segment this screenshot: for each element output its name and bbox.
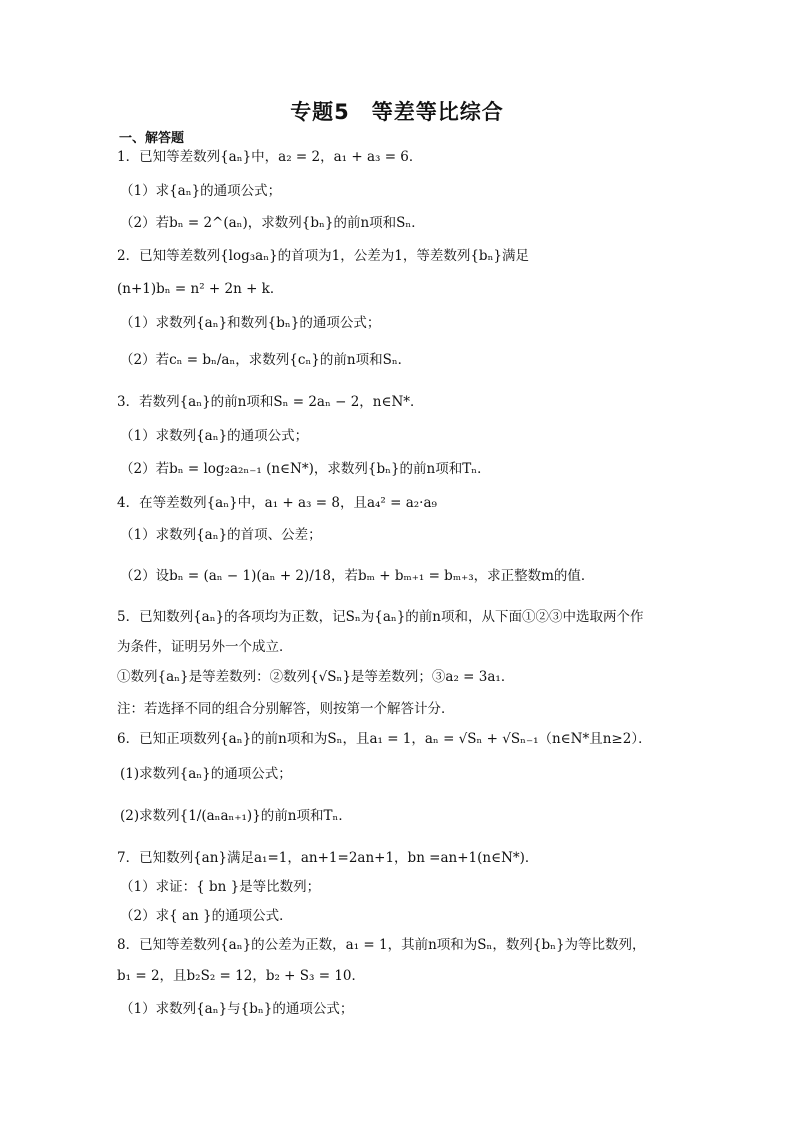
- problem-5-note: 注：若选择不同的组合分别解答，则按第一个解答计分．: [117, 701, 455, 717]
- problem-5: 5．已知数列{aₙ}的各项均为正数，记Sₙ为{aₙ}的前n项和，从下面①②③中选取两个作: [117, 609, 644, 625]
- problem-5-conditions: ①数列{aₙ}是等差数列：②数列{√Sₙ}是等差数列；③a₂ = 3a₁．: [117, 669, 515, 685]
- problem-2-part-1: （1）求数列{aₙ}和数列{bₙ}的通项公式；: [120, 315, 381, 331]
- problem-6: 6．已知正项数列{aₙ}的前n项和为Sₙ，且a₁ = 1，aₙ = √Sₙ + √Sₙ₋₁（n∈N*且n≥2）．: [117, 731, 652, 747]
- problem-3-part-2: （2）若bₙ = log₂a₂ₙ₋₁ (n∈N*)，求数列{bₙ}的前n项和Tₙ．: [120, 461, 491, 477]
- problem-6-part-1: (1)求数列{aₙ}的通项公式；: [120, 766, 292, 782]
- problem-7: 7．已知数列{an}满足a₁=1，an+1=2an+1，bn =an+1(n∈N*)．: [117, 850, 539, 866]
- problem-1: 1．已知等差数列{aₙ}中，a₂ = 2，a₁ + a₃ = 6．: [117, 149, 423, 165]
- problem-3: 3．若数列{aₙ}的前n项和Sₙ = 2aₙ − 2，n∈N*．: [117, 394, 424, 410]
- problem-4: 4．在等差数列{aₙ}中，a₁ + a₃ = 8，且a₄² = a₂·a₉: [117, 495, 437, 511]
- problem-7-part-2: （2）求{ an }的通项公式．: [120, 908, 293, 924]
- page-title: 专题5 等差等比综合: [290, 100, 504, 124]
- problem-1-part-1: （1）求{aₙ}的通项公式；: [120, 183, 282, 199]
- problem-7-part-1: （1）求证：{ bn }是等比数列；: [120, 879, 321, 895]
- problem-6-part-2: (2)求数列{1/(aₙaₙ₊₁)}的前n项和Tₙ．: [120, 808, 352, 824]
- section-heading: 一、解答题: [119, 131, 185, 146]
- problem-8: 8．已知等差数列{aₙ}的公差为正数，a₁ = 1，其前n项和为Sₙ，数列{bₙ}为等比数列，: [117, 937, 646, 953]
- problem-8-part-1: （1）求数列{aₙ}与{bₙ}的通项公式；: [120, 1001, 354, 1017]
- problem-8-cont: b₁ = 2，且b₂S₂ = 12，b₂ + S₃ = 10．: [117, 968, 366, 984]
- problem-1-part-2: （2）若bₙ = 2^(aₙ)，求数列{bₙ}的前n项和Sₙ．: [120, 215, 425, 231]
- problem-2: 2．已知等差数列{log₃aₙ}的首项为1，公差为1，等差数列{bₙ}满足: [117, 248, 529, 264]
- problem-5-cont: 为条件，证明另外一个成立．: [117, 639, 293, 655]
- problem-4-part-2: （2）设bₙ = (aₙ − 1)(aₙ + 2)/18，若bₘ + bₘ₊₁ = bₘ₊₃，求正整数m的值．: [120, 568, 595, 584]
- problem-2-part-2: （2）若cₙ = bₙ/aₙ，求数列{cₙ}的前n项和Sₙ．: [120, 352, 412, 368]
- problem-2-cont: (n+1)bₙ = n² + 2n + k．: [117, 281, 284, 297]
- problem-3-part-1: （1）求数列{aₙ}的通项公式；: [120, 428, 309, 444]
- problem-4-part-1: （1）求数列{aₙ}的首项、公差；: [120, 527, 322, 543]
